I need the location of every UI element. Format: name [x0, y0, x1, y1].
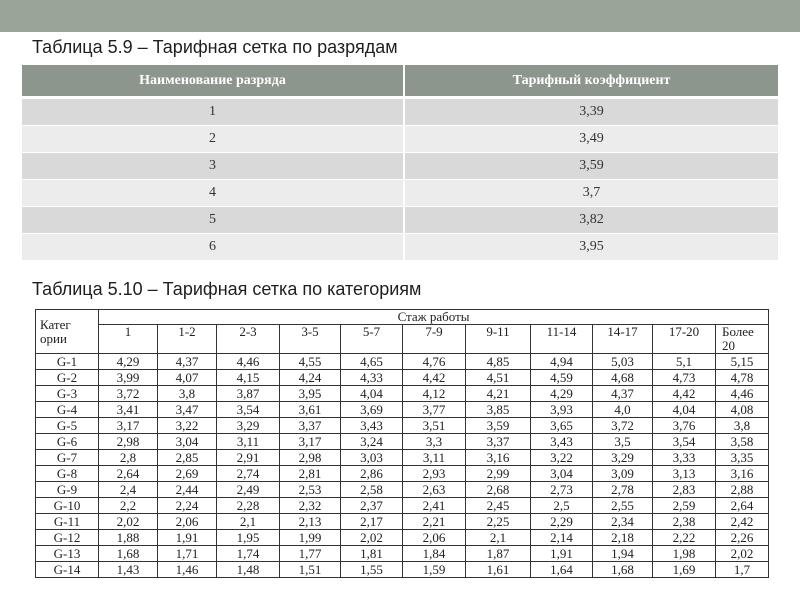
- category-cell: G-13: [36, 546, 99, 562]
- coefficient-cell: 1,59: [403, 562, 466, 578]
- coefficient-cell: 2,63: [403, 482, 466, 498]
- coefficient-cell: 3,22: [531, 450, 593, 466]
- coefficient-cell: 3,39: [404, 98, 778, 126]
- coefficient-cell: 1,74: [217, 546, 280, 562]
- coefficient-cell: 3,09: [593, 466, 653, 482]
- coefficient-cell: 2,91: [217, 450, 280, 466]
- coefficient-cell: 3,69: [341, 402, 403, 418]
- coefficient-cell: 1,95: [217, 530, 280, 546]
- coefficient-cell: 4,29: [531, 386, 593, 402]
- coefficient-cell: 2,86: [341, 466, 403, 482]
- coefficient-cell: 3,54: [217, 402, 280, 418]
- period-header: 2-3: [217, 325, 280, 354]
- table-5-9-title: Таблица 5.9 – Тарифная сетка по разрядам: [32, 37, 398, 57]
- coefficient-cell: 4,73: [653, 370, 716, 386]
- coefficient-cell: 2,55: [593, 498, 653, 514]
- coefficient-cell: 4,55: [280, 354, 341, 370]
- coefficient-cell: 4,24: [280, 370, 341, 386]
- coefficient-cell: 2,02: [341, 530, 403, 546]
- coefficient-cell: 3,61: [280, 402, 341, 418]
- table-row: [22, 98, 778, 126]
- coefficient-cell: 3,95: [280, 386, 341, 402]
- coefficient-cell: 3,37: [466, 434, 531, 450]
- coefficient-cell: 4,37: [593, 386, 653, 402]
- coefficient-cell: 4,08: [716, 402, 769, 418]
- coefficient-cell: 4,29: [99, 354, 158, 370]
- coefficient-cell: 3,24: [341, 434, 403, 450]
- rank-cell: 5: [22, 207, 404, 234]
- coefficient-cell: 5,03: [593, 354, 653, 370]
- coefficient-cell: 3,43: [531, 434, 593, 450]
- table-5-10-title: Таблица 5.10 – Тарифная сетка по категориям: [32, 279, 422, 299]
- coefficient-cell: 2,21: [403, 514, 466, 530]
- coefficient-cell: 3,93: [531, 402, 593, 418]
- coefficient-cell: 1,68: [99, 546, 158, 562]
- period-header: 11-14: [531, 325, 593, 354]
- coefficient-cell: 4,37: [158, 354, 217, 370]
- coefficient-cell: 3,29: [593, 450, 653, 466]
- coefficient-cell: 3,47: [158, 402, 217, 418]
- coefficient-cell: 4,46: [217, 354, 280, 370]
- coefficient-cell: 2,17: [341, 514, 403, 530]
- table-row: [36, 354, 769, 370]
- coefficient-cell: 3,35: [716, 450, 769, 466]
- coefficient-cell: 3,87: [217, 386, 280, 402]
- coefficient-cell: 3,72: [593, 418, 653, 434]
- coefficient-cell: 2,8: [99, 450, 158, 466]
- table-row: [36, 562, 769, 578]
- coefficient-cell: 1,84: [403, 546, 466, 562]
- table-row: [36, 402, 769, 418]
- coefficient-cell: 3,04: [158, 434, 217, 450]
- coefficient-cell: 3,58: [716, 434, 769, 450]
- coefficient-cell: 4,65: [341, 354, 403, 370]
- coefficient-cell: 2,73: [531, 482, 593, 498]
- rank-cell: 2: [22, 126, 404, 153]
- category-cell: G-9: [36, 482, 99, 498]
- coefficient-cell: 1,98: [653, 546, 716, 562]
- coefficient-cell: 4,42: [403, 370, 466, 386]
- table-row: [36, 530, 769, 546]
- table-row: [36, 482, 769, 498]
- coefficient-cell: 2,22: [653, 530, 716, 546]
- category-tariff-table: [35, 309, 769, 578]
- coefficient-cell: 3,37: [280, 418, 341, 434]
- coefficient-cell: 3,13: [653, 466, 716, 482]
- coefficient-cell: 2,29: [531, 514, 593, 530]
- coefficient-cell: 2,02: [99, 514, 158, 530]
- coefficient-cell: 3,51: [403, 418, 466, 434]
- table-row: [36, 498, 769, 514]
- table-row: [36, 546, 769, 562]
- coefficient-cell: 2,5: [531, 498, 593, 514]
- coefficient-cell: 3,7: [404, 180, 778, 207]
- coefficient-cell: 2,28: [217, 498, 280, 514]
- coefficient-cell: 3,43: [341, 418, 403, 434]
- coefficient-cell: 1,81: [341, 546, 403, 562]
- coefficient-cell: 3,99: [99, 370, 158, 386]
- table-row: [36, 418, 769, 434]
- coefficient-cell: 4,78: [716, 370, 769, 386]
- coefficient-cell: 4,15: [217, 370, 280, 386]
- coefficient-cell: 2,88: [716, 482, 769, 498]
- coefficient-cell: 1,46: [158, 562, 217, 578]
- coefficient-cell: 2,98: [99, 434, 158, 450]
- coefficient-cell: 1,88: [99, 530, 158, 546]
- coefficient-cell: 1,51: [280, 562, 341, 578]
- coefficient-cell: 2,99: [466, 466, 531, 482]
- coefficient-cell: 1,91: [531, 546, 593, 562]
- coefficient-cell: 2,32: [280, 498, 341, 514]
- coefficient-cell: 4,94: [531, 354, 593, 370]
- coefficient-cell: 3,5: [593, 434, 653, 450]
- coefficient-cell: 2,68: [466, 482, 531, 498]
- rank-name-header: Наименование разряда: [22, 65, 404, 98]
- coefficient-cell: 3,82: [404, 207, 778, 234]
- coefficient-cell: 3,76: [653, 418, 716, 434]
- coefficient-cell: 3,17: [280, 434, 341, 450]
- coefficient-cell: 4,0: [593, 402, 653, 418]
- category-header-line2: ории: [40, 330, 67, 346]
- coefficient-cell: 2,93: [403, 466, 466, 482]
- period-header: 1: [99, 325, 158, 354]
- coefficient-cell: 1,55: [341, 562, 403, 578]
- coefficient-cell: 3,16: [716, 466, 769, 482]
- coefficient-cell: 1,91: [158, 530, 217, 546]
- category-cell: G-2: [36, 370, 99, 386]
- coefficient-cell: 3,11: [403, 450, 466, 466]
- coefficient-cell: 5,15: [716, 354, 769, 370]
- category-cell: G-4: [36, 402, 99, 418]
- coefficient-cell: 4,68: [593, 370, 653, 386]
- coefficient-cell: 2,74: [217, 466, 280, 482]
- coefficient-cell: 4,12: [403, 386, 466, 402]
- coefficient-cell: 2,59: [653, 498, 716, 514]
- coefficient-cell: 3,04: [531, 466, 593, 482]
- table-row: [22, 153, 778, 180]
- coefficient-cell: 3,77: [403, 402, 466, 418]
- period-header: 5-7: [341, 325, 403, 354]
- rank-cell: 6: [22, 234, 404, 261]
- coefficient-cell: 3,03: [341, 450, 403, 466]
- coefficient-cell: 2,34: [593, 514, 653, 530]
- coefficient-cell: 2,02: [716, 546, 769, 562]
- table-row: [36, 434, 769, 450]
- coefficient-cell: 1,77: [280, 546, 341, 562]
- coefficient-cell: 2,24: [158, 498, 217, 514]
- coefficient-cell: 1,99: [280, 530, 341, 546]
- coefficient-cell: 2,58: [341, 482, 403, 498]
- coefficient-cell: 1,87: [466, 546, 531, 562]
- category-cell: G-6: [36, 434, 99, 450]
- coefficient-cell: 3,59: [404, 153, 778, 180]
- coefficient-cell: 2,83: [653, 482, 716, 498]
- table-row: [22, 207, 778, 234]
- work-experience-header: Стаж работы: [99, 310, 769, 325]
- coefficient-cell: 2,25: [466, 514, 531, 530]
- coefficient-cell: 4,04: [653, 402, 716, 418]
- coefficient-cell: 3,33: [653, 450, 716, 466]
- coefficient-cell: 4,46: [716, 386, 769, 402]
- coefficient-cell: 5,1: [653, 354, 716, 370]
- slide-header-bar: [0, 0, 800, 32]
- period-header: 1-2: [158, 325, 217, 354]
- rank-tariff-table: [22, 65, 778, 261]
- coefficient-cell: 2,2: [99, 498, 158, 514]
- coefficient-cell: 3,17: [99, 418, 158, 434]
- period-header: 3-5: [280, 325, 341, 354]
- coefficient-cell: 2,98: [280, 450, 341, 466]
- coefficient-cell: 3,3: [403, 434, 466, 450]
- period-header-line1: Более: [722, 324, 754, 339]
- rank-cell: 3: [22, 153, 404, 180]
- table-row: [22, 126, 778, 153]
- table-row: [22, 234, 778, 261]
- category-cell: G-5: [36, 418, 99, 434]
- coefficient-cell: 1,64: [531, 562, 593, 578]
- table-header-row: [22, 65, 778, 98]
- category-header: [36, 310, 99, 354]
- period-header: [716, 325, 769, 354]
- coefficient-cell: 4,07: [158, 370, 217, 386]
- coefficient-cell: 2,38: [653, 514, 716, 530]
- category-cell: G-10: [36, 498, 99, 514]
- coefficient-cell: 3,65: [531, 418, 593, 434]
- table-row: [36, 370, 769, 386]
- period-header-line2: 20: [722, 338, 735, 353]
- coefficient-cell: 4,85: [466, 354, 531, 370]
- coefficient-cell: 4,76: [403, 354, 466, 370]
- coefficient-cell: 2,44: [158, 482, 217, 498]
- coefficient-cell: 3,22: [158, 418, 217, 434]
- coefficient-cell: 1,71: [158, 546, 217, 562]
- coefficient-cell: 2,1: [217, 514, 280, 530]
- coefficient-cell: 3,41: [99, 402, 158, 418]
- period-header: 14-17: [593, 325, 653, 354]
- tariff-coefficient-header: Тарифный коэффициент: [404, 65, 778, 98]
- coefficient-cell: 2,26: [716, 530, 769, 546]
- coefficient-cell: 2,49: [217, 482, 280, 498]
- coefficient-cell: 4,04: [341, 386, 403, 402]
- coefficient-cell: 3,16: [466, 450, 531, 466]
- table-row: [22, 180, 778, 207]
- coefficient-cell: 2,69: [158, 466, 217, 482]
- coefficient-cell: 2,18: [593, 530, 653, 546]
- coefficient-cell: 2,64: [716, 498, 769, 514]
- coefficient-cell: 4,42: [653, 386, 716, 402]
- category-header-line1: Катег: [40, 316, 71, 332]
- coefficient-cell: 3,8: [716, 418, 769, 434]
- coefficient-cell: 1,68: [593, 562, 653, 578]
- coefficient-cell: 2,06: [158, 514, 217, 530]
- category-cell: G-8: [36, 466, 99, 482]
- coefficient-cell: 2,41: [403, 498, 466, 514]
- category-cell: G-12: [36, 530, 99, 546]
- coefficient-cell: 3,49: [404, 126, 778, 153]
- table-row: [36, 514, 769, 530]
- coefficient-cell: 3,72: [99, 386, 158, 402]
- coefficient-cell: 4,51: [466, 370, 531, 386]
- coefficient-cell: 2,37: [341, 498, 403, 514]
- period-header: 7-9: [403, 325, 466, 354]
- coefficient-cell: 3,29: [217, 418, 280, 434]
- coefficient-cell: 1,69: [653, 562, 716, 578]
- coefficient-cell: 3,54: [653, 434, 716, 450]
- coefficient-cell: 3,11: [217, 434, 280, 450]
- coefficient-cell: 1,43: [99, 562, 158, 578]
- coefficient-cell: 3,95: [404, 234, 778, 261]
- coefficient-cell: 3,85: [466, 402, 531, 418]
- coefficient-cell: 2,45: [466, 498, 531, 514]
- coefficient-cell: 1,94: [593, 546, 653, 562]
- coefficient-cell: 4,33: [341, 370, 403, 386]
- rank-cell: 4: [22, 180, 404, 207]
- coefficient-cell: 2,1: [466, 530, 531, 546]
- coefficient-cell: 2,81: [280, 466, 341, 482]
- coefficient-cell: 2,06: [403, 530, 466, 546]
- coefficient-cell: 2,14: [531, 530, 593, 546]
- coefficient-cell: 2,53: [280, 482, 341, 498]
- table-row: [36, 466, 769, 482]
- coefficient-cell: 2,4: [99, 482, 158, 498]
- category-cell: G-11: [36, 514, 99, 530]
- coefficient-cell: 3,8: [158, 386, 217, 402]
- coefficient-cell: 2,42: [716, 514, 769, 530]
- coefficient-cell: 1,7: [716, 562, 769, 578]
- coefficient-cell: 2,13: [280, 514, 341, 530]
- rank-cell: 1: [22, 98, 404, 126]
- coefficient-cell: 2,64: [99, 466, 158, 482]
- coefficient-cell: 3,59: [466, 418, 531, 434]
- coefficient-cell: 2,78: [593, 482, 653, 498]
- coefficient-cell: 2,85: [158, 450, 217, 466]
- category-cell: G-1: [36, 354, 99, 370]
- category-cell: G-7: [36, 450, 99, 466]
- table-row: [36, 450, 769, 466]
- coefficient-cell: 4,59: [531, 370, 593, 386]
- category-cell: G-14: [36, 562, 99, 578]
- period-header: 17-20: [653, 325, 716, 354]
- period-header: 9-11: [466, 325, 531, 354]
- category-cell: G-3: [36, 386, 99, 402]
- coefficient-cell: 1,61: [466, 562, 531, 578]
- coefficient-cell: 4,21: [466, 386, 531, 402]
- table-row: [36, 386, 769, 402]
- coefficient-cell: 1,48: [217, 562, 280, 578]
